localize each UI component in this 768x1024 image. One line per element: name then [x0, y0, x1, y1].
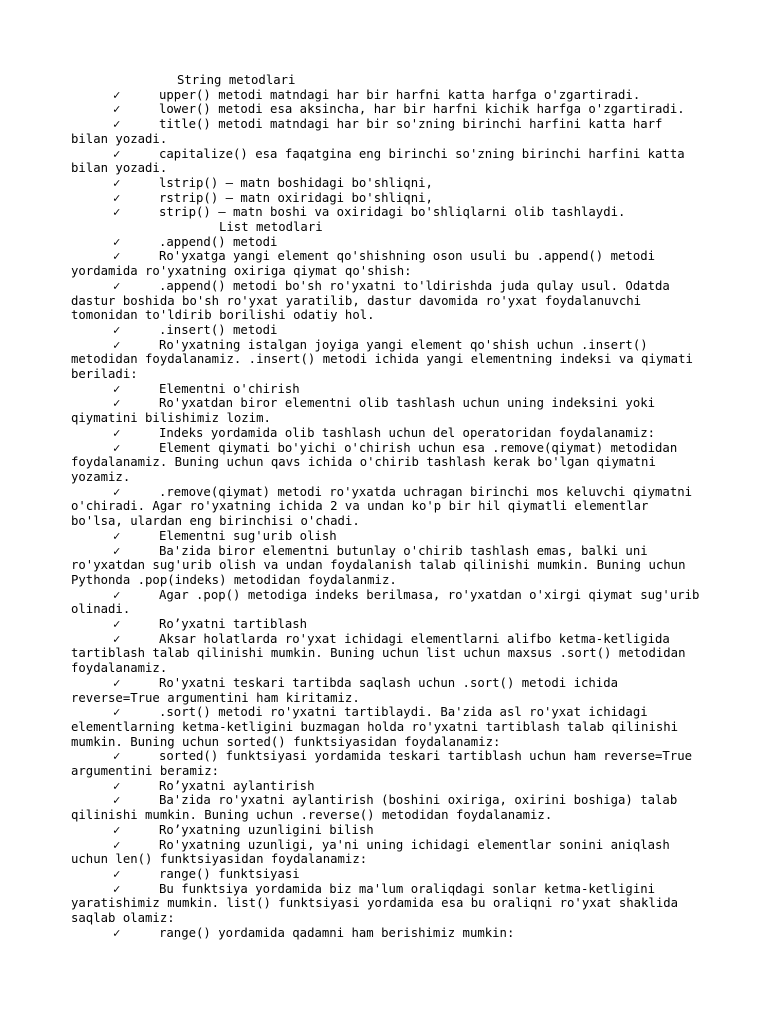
list-item-text: .append() metodi [159, 234, 278, 249]
list-item-text: Indeks yordamida olib tashlash uchun del operatoridan foydalanamiz: [159, 425, 656, 440]
checkmark-icon: ✓ [113, 425, 121, 440]
list-item-text: lstrip() — matn boshidagi bo'shliqni, [159, 175, 433, 190]
list-item [71, 838, 701, 867]
list-item [71, 749, 701, 778]
list-item-text: lower() metodi esa aksincha, har bir harfni kichik harfga o'zgartiradi. [159, 102, 685, 117]
list-item-text: range() yordamida qadamni ham berishimiz mumkin: [159, 925, 515, 940]
list-item [71, 396, 701, 425]
list-item-text: Ro'yxatga yangi element qo'shishning oson usuli bu .append() metodi yordamida ro'yxatning oxiriga qiymat qo'shish: [71, 249, 663, 279]
checkmark-icon: ✓ [113, 925, 121, 940]
list-item-text: .insert() metodi [159, 322, 278, 337]
checkmark-icon: ✓ [113, 322, 121, 337]
checkmark-icon: ✓ [113, 837, 121, 852]
checkmark-icon: ✓ [113, 822, 121, 837]
list-item-text: Ro'yxatning uzunligi, ya'ni uning ichidagi elementlar sonini aniqlash uchun len() funktsiyasidan foydalanamiz: [71, 837, 678, 867]
list-item [71, 529, 701, 544]
checkmark-icon: ✓ [113, 102, 121, 117]
list-item-text: Agar .pop() metodiga indeks berilmasa, ro'yxatdan o'xirgi qiymat sug'urib olinadi. [71, 587, 707, 617]
checkmark-icon: ✓ [113, 675, 121, 690]
checkmark-icon: ✓ [113, 396, 121, 411]
checkmark-icon: ✓ [113, 381, 121, 396]
checkmark-icon: ✓ [113, 749, 121, 764]
checkmark-icon: ✓ [113, 146, 121, 161]
checkmark-icon: ✓ [113, 881, 121, 896]
list-item [71, 147, 701, 176]
checkmark-icon: ✓ [113, 205, 121, 220]
list-item-text: Ro’yxatni tartiblash [159, 617, 308, 632]
list-item-text: sorted() funktsiyasi yordamida teskari tartiblash uchun ham reverse=True argumentini beramiz: [71, 749, 700, 779]
list-item [71, 926, 701, 941]
checkmark-icon: ✓ [113, 440, 121, 455]
list-item [71, 867, 701, 882]
list-item [71, 176, 701, 191]
list-item [71, 323, 701, 338]
checkmark-icon: ✓ [113, 234, 121, 249]
list-item-text: .append() metodi bo'sh ro'yxatni to'ldirishda juda qulay usul. Odatda dastur boshida bo'sh ro'yxat yaratilib, dastur davomida ro'yxat foydalanuvchi tomonidan to'ldirib borilishi odatiy hol. [71, 278, 678, 323]
section-title: List metodlari [219, 220, 323, 235]
list-item [71, 382, 701, 397]
list-item-text: Elementni o'chirish [159, 381, 300, 396]
list-item [71, 544, 701, 588]
checkmark-icon: ✓ [113, 190, 121, 205]
list-item [71, 587, 707, 617]
section-title: String metodlari [177, 73, 296, 87]
checkmark-icon: ✓ [113, 778, 121, 793]
list-item-text: Ro’yxatni aylantirish [159, 778, 315, 793]
list-item-text: upper() metodi matndagi har bir harfni katta harfga o'zgartiradi. [159, 87, 641, 102]
checkmark-icon: ✓ [113, 175, 121, 190]
list-item-text: Element qiymati bo'yichi o'chirish uchun esa .remove(qiymat) metodidan foydalanamiz. Buning uchun qavs ichida o'chirib tashlash kerak bo'lgan qiymatni yozamiz. [71, 440, 685, 484]
checkmark-icon: ✓ [113, 249, 121, 264]
list-item [71, 205, 701, 220]
list-item [71, 102, 701, 117]
list-item-text: range() funktsiyasi [159, 866, 300, 881]
list-item-text: rstrip() – matn oxiridagi bo'shliqni, [159, 190, 433, 205]
list-item [71, 617, 701, 632]
checkmark-icon: ✓ [113, 528, 121, 543]
list-item [71, 485, 701, 529]
list-item-text: Ba'zida ro'yxatni aylantirish (boshini oxiriga, oxirini boshiga) talab qilinishi mumkin. Buning uchun .reverse() metodidan foydalanamiz. [71, 793, 685, 823]
checkmark-icon: ✓ [113, 117, 121, 132]
checkmark-icon: ✓ [113, 866, 121, 881]
list-item [71, 426, 701, 441]
checkmark-icon: ✓ [113, 87, 121, 102]
list-item-text: Bu funktsiya yordamida biz ma'lum oraliqdagi sonlar ketma-ketligini yaratishimiz mumkin. list() funktsiyasi yordamida esa bu oraliqni ro'yxat shaklida saqlab olamiz: [71, 881, 686, 926]
checkmark-icon: ✓ [113, 587, 121, 602]
list-item [71, 249, 701, 278]
checkmark-icon: ✓ [113, 337, 121, 352]
checkmark-icon: ✓ [113, 617, 121, 632]
list-item-text: .sort() metodi ro'yxatni tartiblaydi. Ba'zida asl ro'yxat ichidagi elementlarning ketma-ketligini buzmagan holda ro'yxatni tartiblash talab qilinishi mumkin. Buning uchun sorted() funktsiyasidan foydalanamiz: [71, 705, 686, 749]
list-item-text: Elementni sug'urib olish [159, 528, 337, 543]
checkmark-icon: ✓ [113, 484, 121, 499]
list-item [71, 882, 701, 926]
list-item [71, 191, 701, 206]
list-item [71, 441, 701, 485]
list-item [71, 279, 701, 323]
document-body [71, 73, 707, 940]
list-item-text: Aksar holatlarda ro'yxat ichidagi elementlarni alifbo ketma-ketligida tartiblash talab qilinishi mumkin. Buning uchun list uchun maxsus .sort() metodidan foydalanamiz. [71, 631, 693, 676]
list-item [71, 676, 701, 705]
checkmark-icon: ✓ [113, 793, 121, 808]
list-item [71, 779, 701, 794]
list-item [71, 705, 701, 749]
checkmark-icon: ✓ [113, 278, 121, 293]
list-item [71, 235, 701, 250]
list-item-text: Ro’yxatning uzunligini bilish [159, 822, 374, 837]
list-item-text: strip() — matn boshi va oxiridagi bo'shliqlarni olib tashlaydi. [159, 205, 626, 220]
list-item-text: capitalize() esa faqatgina eng birinchi so'zning birinchi harfini katta bilan yozadi. [71, 146, 693, 176]
list-item [71, 823, 701, 838]
list-item [71, 793, 701, 822]
checkmark-icon: ✓ [113, 543, 121, 558]
list-item [71, 338, 701, 382]
checkmark-icon: ✓ [113, 631, 121, 646]
list-item [71, 632, 701, 676]
list-item-text: title() metodi matndagi har bir so'zning birinchi harfini katta harf bilan yozadi. [71, 117, 670, 146]
list-item [71, 117, 701, 146]
list-item-text: Ro'yxatni teskari tartibda saqlash uchun .sort() metodi ichida reverse=True argumentini ham kiritamiz. [71, 675, 626, 705]
list-item [71, 88, 701, 103]
list-item-text: Ro'yxatning istalgan joyiga yangi element qo'shish uchun .insert() metodidan foydalanamiz. .insert() metodi ichida yangi elementning indeksi va qiymati beriladi: [71, 337, 701, 382]
list-item-text: Ro'yxatdan biror elementni olib tashlash uchun uning indeksini yoki qiymatini bilishimiz lozim. [71, 396, 663, 426]
list-item-text: .remove(qiymat) metodi ro'yxatda uchragan birinchi mos keluvchi qiymatni o'chiradi. Agar ro'yxatning ichida 2 va undan ko'p bir hil qiymatli elementlar bo'lsa, ulardan eng birinchisi o'chadi. [71, 484, 700, 529]
checkmark-icon: ✓ [113, 705, 121, 720]
list-item-text: Ba'zida biror elementni butunlay o'chirib tashlash emas, balki uni ro'yxatdan sug'urib olish va undan foydalanish talab qilinishi mumkin. Buning uchun Pythonda .pop(indeks) metodidan foydalanmiz. [71, 543, 693, 587]
